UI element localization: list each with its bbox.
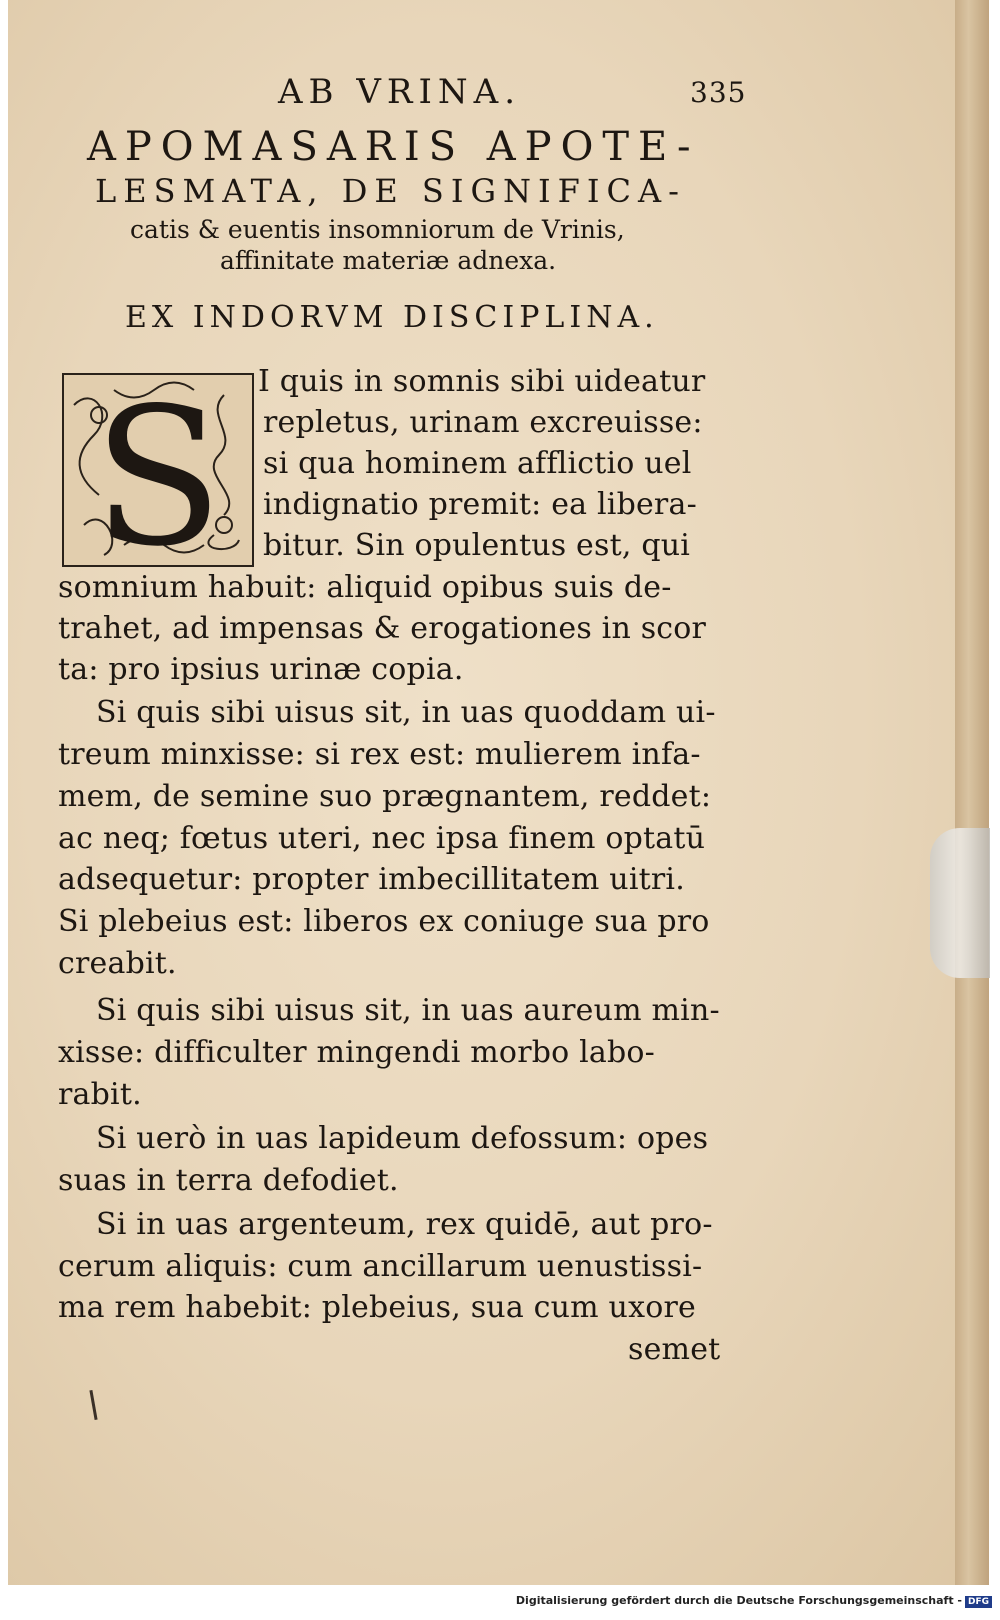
body-line: repletus, urinam excreuisse:: [263, 405, 703, 440]
dfg-logo: DFG: [965, 1596, 992, 1608]
credit-text: Digitalisierung gefördert durch die Deutsche Forschungsgemeinschaft -: [515, 1594, 962, 1607]
body-line: suas in terra defodiet.: [58, 1163, 399, 1198]
body-line: somnium habuit: aliquid opibus suis de-: [58, 570, 672, 605]
body-line: Si uerò in uas lapideum defossum: opes: [96, 1121, 709, 1156]
body-line: xisse: difficulter mingendi morbo labo-: [58, 1035, 656, 1070]
body-line: Si quis sibi uisus sit, in uas aureum min-: [96, 993, 720, 1028]
page-clip: [930, 828, 990, 978]
body-line: mem, de semine suo prægnantem, reddet:: [58, 779, 712, 814]
body-line: I quis in somnis sibi uideatur: [258, 364, 706, 399]
title-line-4: affinitate materiæ adnexa.: [220, 246, 557, 275]
body-line: treum minxisse: si rex est: mulierem infa-: [58, 737, 701, 772]
body-line: ma rem habebit: plebeius, sua cum uxore: [58, 1290, 696, 1325]
body-line: bitur. Sin opulentus est, qui: [263, 528, 691, 563]
body-line: Si quis sibi uisus sit, in uas quoddam ui-: [96, 695, 716, 730]
digitization-credit: [516, 1594, 992, 1608]
body-line: ta: pro ipsius urinæ copia.: [58, 652, 464, 687]
initial-letter: S: [92, 375, 224, 565]
title-line-2: LESMATA, DE SIGNIFICA-: [95, 172, 686, 210]
body-line: ac neq; fœtus uteri, nec ipsa finem optatū: [58, 821, 706, 856]
page-number: 335: [690, 76, 747, 109]
body-line: si qua hominem afflictio uel: [263, 446, 692, 481]
running-head: AB VRINA.: [278, 72, 522, 112]
section-heading: EX INDORVM DISCIPLINA.: [125, 300, 659, 335]
body-line: Si in uas argenteum, rex quidē, aut pro-: [96, 1207, 713, 1242]
decorated-initial: [62, 373, 254, 567]
body-line: adsequetur: propter imbecillitatem uitri.: [58, 862, 685, 897]
body-line: indignatio premit: ea libera-: [263, 487, 697, 522]
title-line-3: catis & euentis insomniorum de Vrinis,: [130, 215, 625, 244]
page-edge: [955, 0, 989, 1585]
body-line: trahet, ad impensas & erogationes in scor: [58, 611, 707, 646]
body-line: cerum aliquis: cum ancillarum uenustissi-: [58, 1249, 703, 1284]
body-line: creabit.: [58, 946, 177, 981]
body-line: Si plebeius est: liberos ex coniuge sua pro: [58, 904, 710, 939]
title-line-1: APOMASARIS APOTE-: [87, 124, 700, 170]
catchword: semet: [628, 1332, 721, 1367]
body-line: rabit.: [58, 1077, 142, 1112]
